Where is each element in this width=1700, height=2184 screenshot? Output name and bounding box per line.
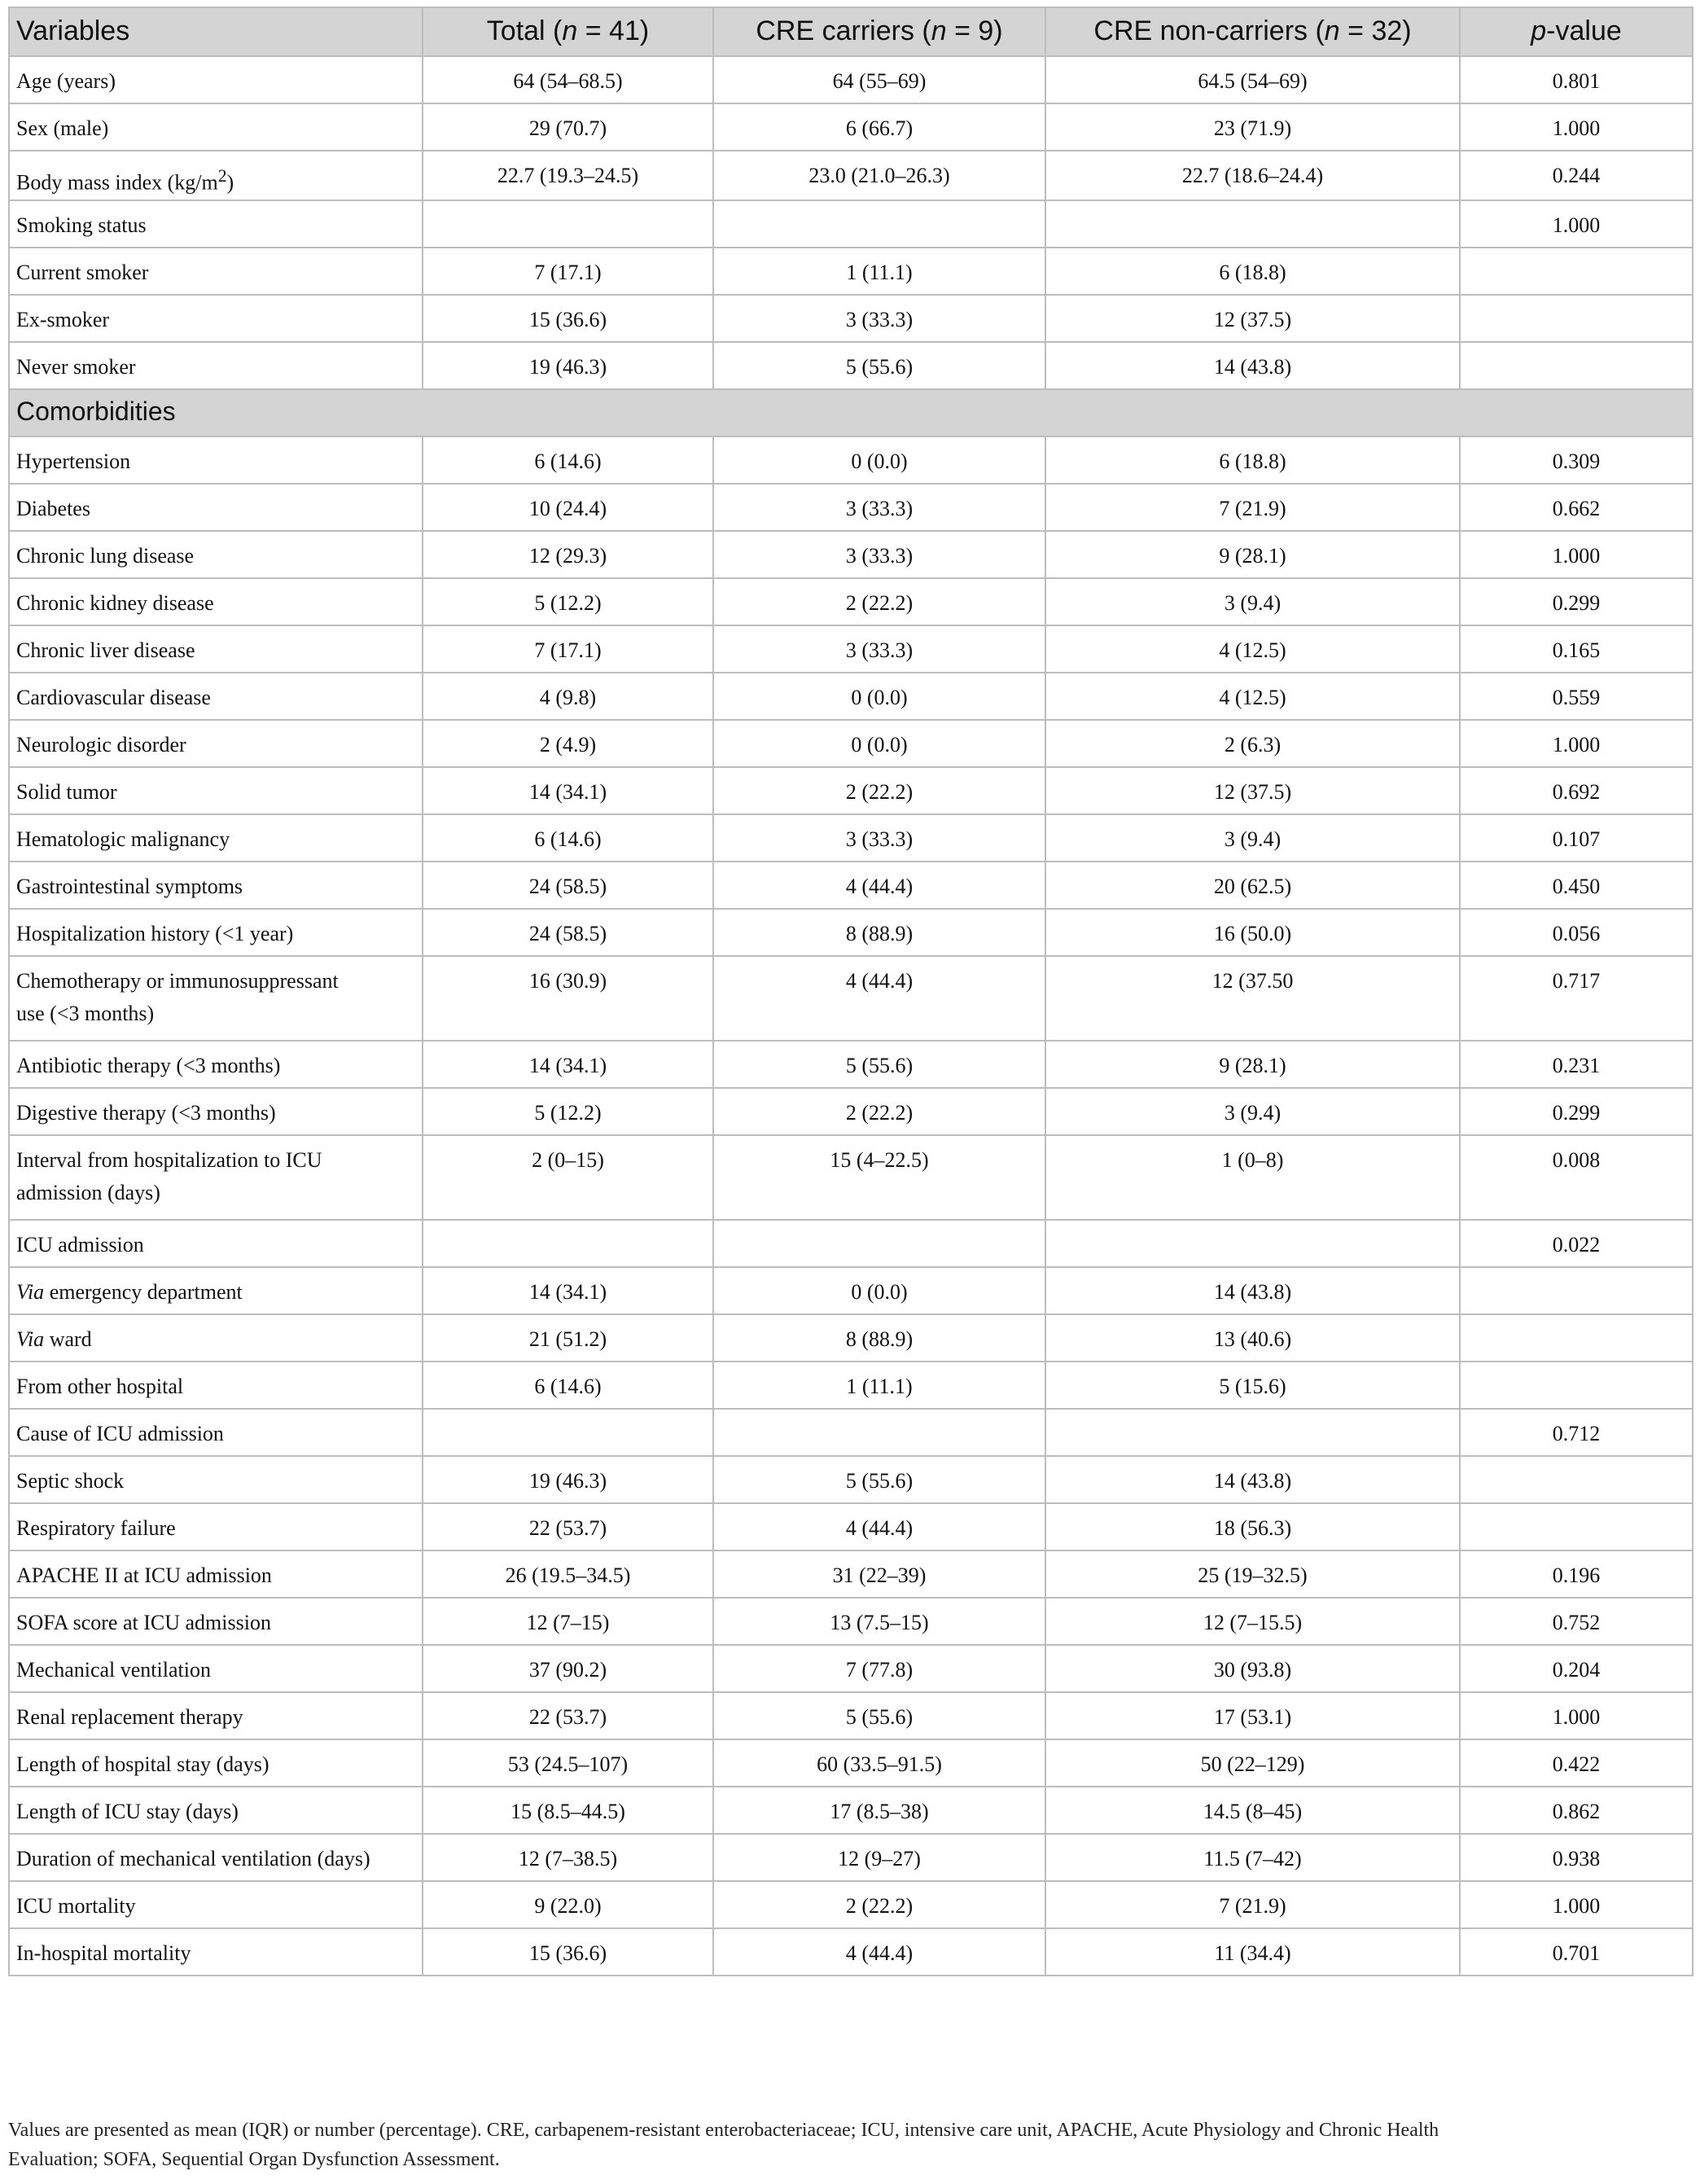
cell-carriers: 3 (33.3)	[713, 484, 1045, 531]
cell-total: 6 (14.6)	[423, 1362, 713, 1409]
cell-noncarriers: 12 (37.5)	[1045, 295, 1460, 342]
cell-total: 14 (34.1)	[423, 1267, 713, 1314]
cell-total: 15 (36.6)	[423, 295, 713, 342]
cell-noncarriers: 3 (9.4)	[1045, 578, 1460, 625]
cell-noncarriers: 22.7 (18.6–24.4)	[1045, 151, 1460, 200]
cell-noncarriers: 1 (0–8)	[1045, 1135, 1460, 1220]
col-header-total-val: = 41)	[577, 15, 650, 46]
cell-noncarriers: 14.5 (8–45)	[1045, 1787, 1460, 1834]
cell-carriers: 5 (55.6)	[713, 1041, 1045, 1088]
cell-carriers: 64 (55–69)	[713, 56, 1045, 103]
cell-total: 2 (4.9)	[423, 720, 713, 767]
cell-pvalue: 0.662	[1460, 484, 1693, 531]
cell-carriers: 23.0 (21.0–26.3)	[713, 151, 1045, 200]
cell-pvalue: 0.231	[1460, 1041, 1693, 1088]
footnote-line1: Values are presented as mean (IQR) or number (percentage). CRE, carbapenem-resistant enterobacteriaceae; ICU, intensive care unit, APACHE, Acute Physiology and Chronic Health	[8, 2120, 1439, 2141]
row-label	[9, 1267, 423, 1314]
cell-pvalue: 0.450	[1460, 862, 1693, 909]
cell-total	[423, 1409, 713, 1456]
row-label: Cause of ICU admission	[9, 1409, 423, 1456]
cell-pvalue: 0.244	[1460, 151, 1693, 200]
cell-carriers: 3 (33.3)	[713, 531, 1045, 578]
cell-total: 12 (29.3)	[423, 531, 713, 578]
cell-carriers: 2 (22.2)	[713, 1088, 1045, 1135]
cell-noncarriers: 3 (9.4)	[1045, 1088, 1460, 1135]
table-row	[9, 1598, 1693, 1645]
cell-total	[423, 1220, 713, 1267]
row-label-superscript: 2	[217, 166, 227, 186]
cell-pvalue: 0.299	[1460, 1088, 1693, 1135]
cell-carriers: 6 (66.7)	[713, 103, 1045, 151]
cell-pvalue: 0.165	[1460, 625, 1693, 673]
cell-total: 16 (30.9)	[423, 956, 713, 1041]
cell-total: 22.7 (19.3–24.5)	[423, 151, 713, 200]
cell-pvalue: 1.000	[1460, 1692, 1693, 1739]
row-label-line1: Interval from hospitalization to ICU	[16, 1147, 322, 1172]
cell-total: 15 (36.6)	[423, 1928, 713, 1976]
cell-noncarriers: 64.5 (54–69)	[1045, 56, 1460, 103]
cell-pvalue: 0.204	[1460, 1645, 1693, 1692]
cell-carriers: 60 (33.5–91.5)	[713, 1739, 1045, 1787]
table-header	[9, 7, 1693, 56]
cell-noncarriers: 14 (43.8)	[1045, 342, 1460, 389]
table-row	[9, 1267, 1693, 1314]
cell-carriers: 0 (0.0)	[713, 720, 1045, 767]
row-label: Solid tumor	[9, 767, 423, 814]
cell-pvalue: 0.299	[1460, 578, 1693, 625]
col-header-noncarriers	[1045, 7, 1460, 56]
cell-pvalue: 0.862	[1460, 1787, 1693, 1834]
cell-total: 10 (24.4)	[423, 484, 713, 531]
table-row	[9, 1739, 1693, 1787]
cell-pvalue: 1.000	[1460, 720, 1693, 767]
col-header-noncarriers-val: = 32)	[1339, 15, 1412, 46]
cell-noncarriers: 6 (18.8)	[1045, 436, 1460, 484]
cell-carriers: 0 (0.0)	[713, 436, 1045, 484]
cell-total: 5 (12.2)	[423, 1088, 713, 1135]
cell-noncarriers: 16 (50.0)	[1045, 909, 1460, 956]
cell-pvalue: 0.309	[1460, 436, 1693, 484]
row-label-line1: Chemotherapy or immunosuppressant	[16, 968, 339, 993]
table-row	[9, 1834, 1693, 1881]
footnote-line2: Evaluation; SOFA, Sequential Organ Dysfunction Assessment.	[8, 2149, 500, 2170]
table-row	[9, 1314, 1693, 1362]
cell-carriers: 2 (22.2)	[713, 578, 1045, 625]
cell-carriers: 5 (55.6)	[713, 1456, 1045, 1503]
cell-total: 12 (7–38.5)	[423, 1834, 713, 1881]
col-header-noncarriers-text: CRE non-carriers (	[1093, 15, 1325, 46]
cell-total: 37 (90.2)	[423, 1645, 713, 1692]
cell-total: 19 (46.3)	[423, 1456, 713, 1503]
table-row	[9, 56, 1693, 103]
cell-pvalue: 0.196	[1460, 1550, 1693, 1598]
cell-carriers: 31 (22–39)	[713, 1550, 1045, 1598]
row-label: Smoking status	[9, 200, 423, 248]
cell-carriers	[713, 200, 1045, 248]
col-header-total-text: Total (	[486, 15, 563, 46]
table-row	[9, 720, 1693, 767]
cell-noncarriers	[1045, 1220, 1460, 1267]
cell-pvalue: 0.692	[1460, 767, 1693, 814]
col-header-variables	[9, 7, 423, 56]
section-row-comorbidities	[9, 389, 1693, 436]
table-row	[9, 578, 1693, 625]
col-header-p-rest: -value	[1546, 15, 1622, 46]
cell-carriers: 7 (77.8)	[713, 1645, 1045, 1692]
row-label-text-end: )	[226, 170, 234, 195]
cell-pvalue	[1460, 1456, 1693, 1503]
row-label: ICU admission	[9, 1220, 423, 1267]
cell-noncarriers: 18 (56.3)	[1045, 1503, 1460, 1550]
cell-total: 21 (51.2)	[423, 1314, 713, 1362]
cell-carriers: 2 (22.2)	[713, 767, 1045, 814]
table-row	[9, 1550, 1693, 1598]
row-label: APACHE II at ICU admission	[9, 1550, 423, 1598]
cell-pvalue: 0.801	[1460, 56, 1693, 103]
cell-noncarriers	[1045, 1409, 1460, 1456]
row-label: Never smoker	[9, 342, 423, 389]
cell-noncarriers: 4 (12.5)	[1045, 625, 1460, 673]
cell-carriers: 4 (44.4)	[713, 862, 1045, 909]
cell-pvalue: 0.938	[1460, 1834, 1693, 1881]
table-row	[9, 531, 1693, 578]
section-title: Comorbidities	[9, 389, 1693, 436]
col-header-carriers-n: n	[931, 15, 947, 46]
row-label: Hospitalization history (<1 year)	[9, 909, 423, 956]
cell-total: 5 (12.2)	[423, 578, 713, 625]
cell-carriers: 1 (11.1)	[713, 1362, 1045, 1409]
cell-total: 14 (34.1)	[423, 767, 713, 814]
cell-noncarriers: 7 (21.9)	[1045, 484, 1460, 531]
cell-noncarriers: 7 (21.9)	[1045, 1881, 1460, 1928]
cell-carriers: 8 (88.9)	[713, 1314, 1045, 1362]
cell-noncarriers: 13 (40.6)	[1045, 1314, 1460, 1362]
col-header-p-italic: p	[1531, 15, 1547, 46]
cell-pvalue: 0.107	[1460, 814, 1693, 862]
cell-carriers	[713, 1220, 1045, 1267]
cell-carriers: 13 (7.5–15)	[713, 1598, 1045, 1645]
cell-carriers: 12 (9–27)	[713, 1834, 1045, 1881]
row-label: Sex (male)	[9, 103, 423, 151]
table-row	[9, 248, 1693, 295]
cell-carriers: 0 (0.0)	[713, 673, 1045, 720]
cell-carriers: 3 (33.3)	[713, 814, 1045, 862]
cell-pvalue: 0.752	[1460, 1598, 1693, 1645]
col-header-total-n: n	[562, 15, 578, 46]
col-header-pvalue	[1460, 7, 1693, 56]
table-row	[9, 200, 1693, 248]
table-row	[9, 625, 1693, 673]
cell-total: 24 (58.5)	[423, 909, 713, 956]
row-label-italic: Via	[16, 1279, 45, 1304]
cell-total: 22 (53.7)	[423, 1503, 713, 1550]
cell-carriers: 4 (44.4)	[713, 1928, 1045, 1976]
cell-noncarriers: 50 (22–129)	[1045, 1739, 1460, 1787]
cell-noncarriers: 4 (12.5)	[1045, 673, 1460, 720]
cell-noncarriers: 11 (34.4)	[1045, 1928, 1460, 1976]
row-label: Chronic liver disease	[9, 625, 423, 673]
cell-total: 4 (9.8)	[423, 673, 713, 720]
table-body	[9, 56, 1693, 1976]
cell-carriers: 5 (55.6)	[713, 342, 1045, 389]
row-label: Length of ICU stay (days)	[9, 1787, 423, 1834]
row-label: From other hospital	[9, 1362, 423, 1409]
cell-carriers: 3 (33.3)	[713, 625, 1045, 673]
cell-total: 19 (46.3)	[423, 342, 713, 389]
cell-pvalue	[1460, 342, 1693, 389]
table-footnote	[8, 2116, 1692, 2174]
table-row	[9, 484, 1693, 531]
row-label: Chronic lung disease	[9, 531, 423, 578]
cell-carriers: 1 (11.1)	[713, 248, 1045, 295]
cell-pvalue	[1460, 1314, 1693, 1362]
cell-pvalue: 0.056	[1460, 909, 1693, 956]
cell-total: 22 (53.7)	[423, 1692, 713, 1739]
cell-noncarriers	[1045, 200, 1460, 248]
cell-pvalue: 0.701	[1460, 1928, 1693, 1976]
cell-pvalue: 0.717	[1460, 956, 1693, 1041]
col-header-noncarriers-n: n	[1324, 15, 1340, 46]
data-table	[8, 7, 1693, 1976]
table-row	[9, 1881, 1693, 1928]
table-row	[9, 814, 1693, 862]
cell-noncarriers: 5 (15.6)	[1045, 1362, 1460, 1409]
row-label: SOFA score at ICU admission	[9, 1598, 423, 1645]
cell-noncarriers: 3 (9.4)	[1045, 814, 1460, 862]
cell-total: 14 (34.1)	[423, 1041, 713, 1088]
row-label: Current smoker	[9, 248, 423, 295]
col-header-carriers-val: = 9)	[946, 15, 1003, 46]
row-label: Respiratory failure	[9, 1503, 423, 1550]
cell-noncarriers: 14 (43.8)	[1045, 1456, 1460, 1503]
row-label: Chronic kidney disease	[9, 578, 423, 625]
table-row	[9, 295, 1693, 342]
table-row	[9, 956, 1693, 1041]
cell-noncarriers: 25 (19–32.5)	[1045, 1550, 1460, 1598]
cell-pvalue	[1460, 248, 1693, 295]
cell-carriers: 2 (22.2)	[713, 1881, 1045, 1928]
header-row	[9, 7, 1693, 56]
table-row	[9, 1362, 1693, 1409]
cell-pvalue: 1.000	[1460, 1881, 1693, 1928]
col-header-total	[423, 7, 713, 56]
cell-pvalue: 1.000	[1460, 531, 1693, 578]
row-label: ICU mortality	[9, 1881, 423, 1928]
cell-carriers: 17 (8.5–38)	[713, 1787, 1045, 1834]
cell-carriers: 4 (44.4)	[713, 1503, 1045, 1550]
cell-noncarriers: 23 (71.9)	[1045, 103, 1460, 151]
table-row	[9, 673, 1693, 720]
cell-pvalue: 0.712	[1460, 1409, 1693, 1456]
cell-pvalue: 1.000	[1460, 200, 1693, 248]
cell-carriers: 8 (88.9)	[713, 909, 1045, 956]
table-row	[9, 342, 1693, 389]
table-row	[9, 151, 1693, 200]
table-row	[9, 1787, 1693, 1834]
cell-pvalue	[1460, 295, 1693, 342]
cell-noncarriers: 12 (7–15.5)	[1045, 1598, 1460, 1645]
row-label: Hematologic malignancy	[9, 814, 423, 862]
table-row	[9, 1088, 1693, 1135]
cell-total: 6 (14.6)	[423, 814, 713, 862]
cell-pvalue	[1460, 1362, 1693, 1409]
row-label	[9, 1135, 423, 1220]
row-label: In-hospital mortality	[9, 1928, 423, 1976]
row-label	[9, 956, 423, 1041]
cell-carriers: 5 (55.6)	[713, 1692, 1045, 1739]
cell-total: 12 (7–15)	[423, 1598, 713, 1645]
row-label-line2: admission (days)	[16, 1180, 160, 1204]
table-row	[9, 1041, 1693, 1088]
cell-noncarriers: 9 (28.1)	[1045, 531, 1460, 578]
cell-noncarriers: 6 (18.8)	[1045, 248, 1460, 295]
row-label: Digestive therapy (<3 months)	[9, 1088, 423, 1135]
row-label: Hypertension	[9, 436, 423, 484]
cell-total: 26 (19.5–34.5)	[423, 1550, 713, 1598]
table-row	[9, 767, 1693, 814]
cell-pvalue: 0.022	[1460, 1220, 1693, 1267]
row-label-text: Body mass index (kg/m	[16, 170, 218, 195]
table-row	[9, 862, 1693, 909]
cell-pvalue: 1.000	[1460, 103, 1693, 151]
row-label: Gastrointestinal symptoms	[9, 862, 423, 909]
cell-total: 15 (8.5–44.5)	[423, 1787, 713, 1834]
table-row	[9, 909, 1693, 956]
cell-noncarriers: 11.5 (7–42)	[1045, 1834, 1460, 1881]
cell-total: 9 (22.0)	[423, 1881, 713, 1928]
table-row	[9, 1220, 1693, 1267]
table-container	[8, 7, 1692, 1976]
cell-noncarriers: 14 (43.8)	[1045, 1267, 1460, 1314]
col-header-carriers-text: CRE carriers (	[756, 15, 931, 46]
row-label: Length of hospital stay (days)	[9, 1739, 423, 1787]
table-row	[9, 1456, 1693, 1503]
cell-pvalue	[1460, 1503, 1693, 1550]
cell-total: 64 (54–68.5)	[423, 56, 713, 103]
table-row	[9, 1135, 1693, 1220]
cell-pvalue: 0.422	[1460, 1739, 1693, 1787]
cell-noncarriers: 17 (53.1)	[1045, 1692, 1460, 1739]
row-label: Diabetes	[9, 484, 423, 531]
cell-pvalue	[1460, 1267, 1693, 1314]
row-label-text: emergency department	[44, 1279, 243, 1304]
cell-carriers: 4 (44.4)	[713, 956, 1045, 1041]
table-row	[9, 1692, 1693, 1739]
cell-noncarriers: 9 (28.1)	[1045, 1041, 1460, 1088]
cell-total: 6 (14.6)	[423, 436, 713, 484]
cell-total: 53 (24.5–107)	[423, 1739, 713, 1787]
cell-noncarriers: 2 (6.3)	[1045, 720, 1460, 767]
table-row	[9, 1503, 1693, 1550]
cell-noncarriers: 30 (93.8)	[1045, 1645, 1460, 1692]
row-label: Neurologic disorder	[9, 720, 423, 767]
row-label-italic: Via	[16, 1327, 45, 1351]
cell-noncarriers: 20 (62.5)	[1045, 862, 1460, 909]
cell-carriers: 0 (0.0)	[713, 1267, 1045, 1314]
row-label-line2: use (<3 months)	[16, 1001, 155, 1025]
row-label: Renal replacement therapy	[9, 1692, 423, 1739]
row-label: Cardiovascular disease	[9, 673, 423, 720]
cell-carriers: 15 (4–22.5)	[713, 1135, 1045, 1220]
row-label: Age (years)	[9, 56, 423, 103]
cell-total	[423, 200, 713, 248]
table-row	[9, 103, 1693, 151]
row-label	[9, 1314, 423, 1362]
cell-total: 29 (70.7)	[423, 103, 713, 151]
cell-noncarriers: 12 (37.50	[1045, 956, 1460, 1041]
row-label: Septic shock	[9, 1456, 423, 1503]
cell-pvalue: 0.008	[1460, 1135, 1693, 1220]
table-row	[9, 1409, 1693, 1456]
col-header-variables-text: Variables	[16, 15, 130, 46]
cell-carriers: 3 (33.3)	[713, 295, 1045, 342]
cell-total: 7 (17.1)	[423, 625, 713, 673]
cell-carriers	[713, 1409, 1045, 1456]
table-row	[9, 436, 1693, 484]
row-label: Duration of mechanical ventilation (days)	[9, 1834, 423, 1881]
cell-total: 24 (58.5)	[423, 862, 713, 909]
table-row	[9, 1645, 1693, 1692]
row-label: Ex-smoker	[9, 295, 423, 342]
cell-pvalue: 0.559	[1460, 673, 1693, 720]
cell-noncarriers: 12 (37.5)	[1045, 767, 1460, 814]
cell-total: 2 (0–15)	[423, 1135, 713, 1220]
cell-total: 7 (17.1)	[423, 248, 713, 295]
row-label	[9, 151, 423, 200]
table-row	[9, 1928, 1693, 1976]
row-label-text: ward	[44, 1327, 92, 1351]
row-label: Mechanical ventilation	[9, 1645, 423, 1692]
row-label: Antibiotic therapy (<3 months)	[9, 1041, 423, 1088]
col-header-carriers	[713, 7, 1045, 56]
